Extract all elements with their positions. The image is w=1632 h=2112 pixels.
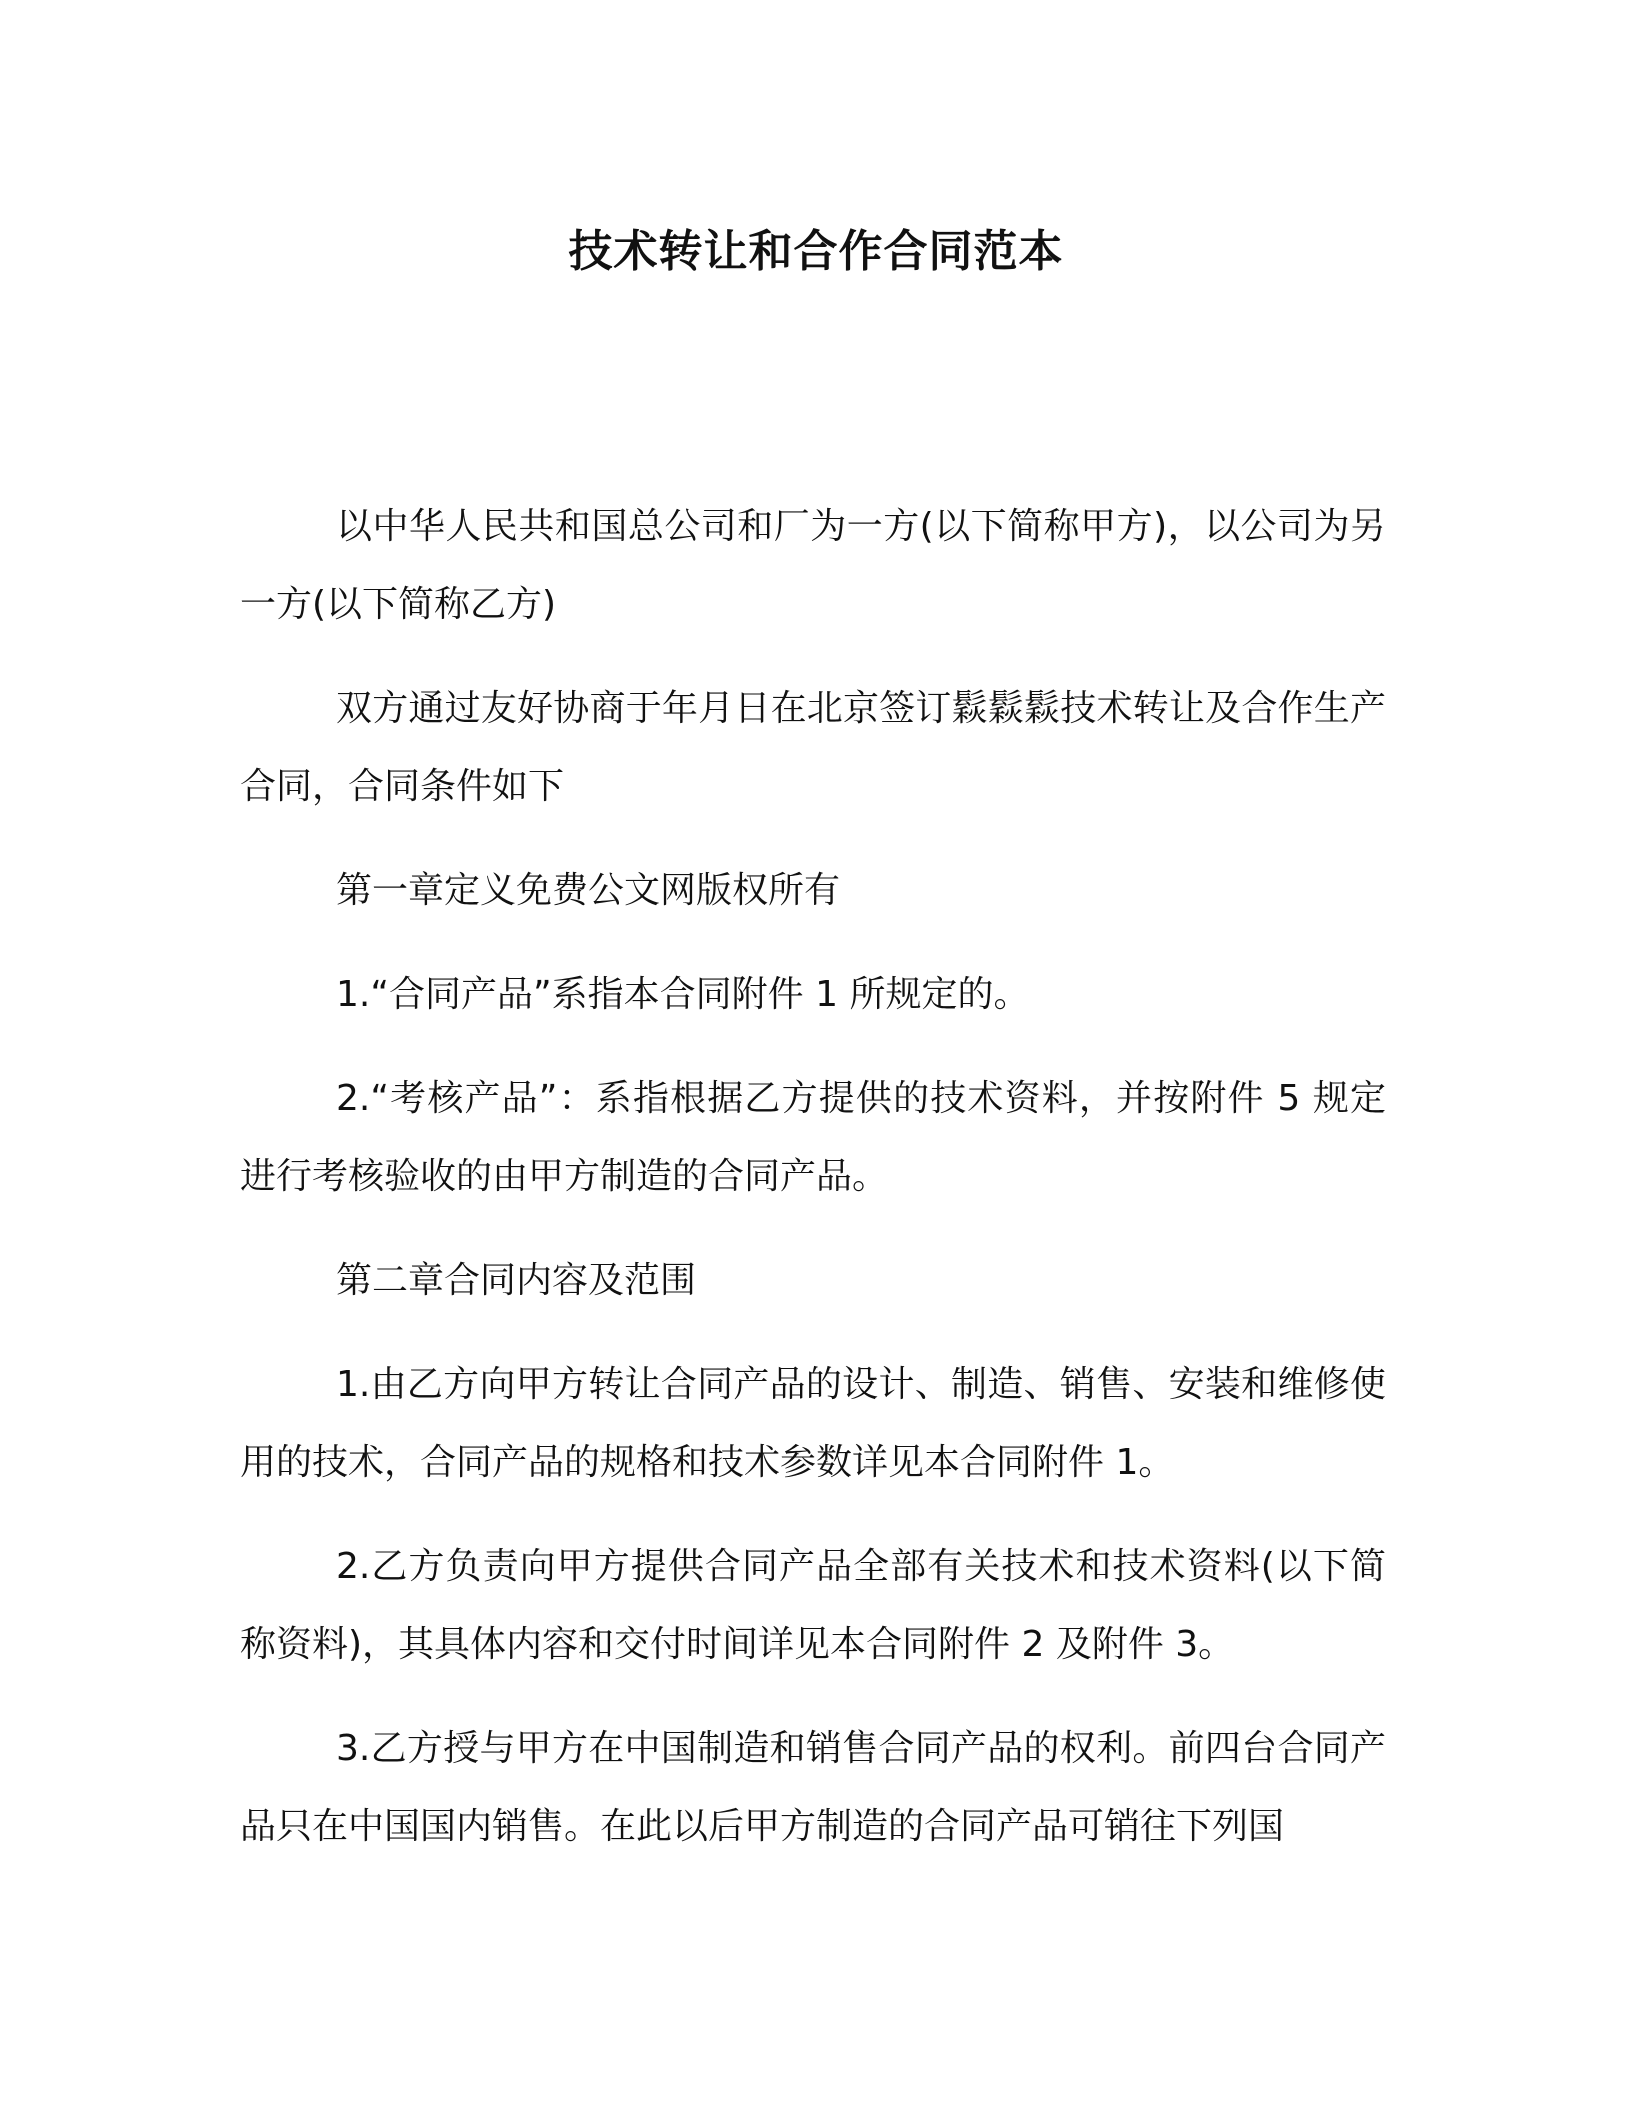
paragraph-parties: 以中华人民共和国总公司和厂为一方(以下简称甲方)，以公司为另一方(以下简称乙方)	[240, 506, 1386, 625]
document-title: 技术转让和合作合同范本	[568, 226, 1064, 277]
scope-item-1: 1.由乙方向甲方转让合同产品的设计、制造、销售、安装和维修使用的技术，合同产品的规格和技术参数详见本合同附件 1。	[240, 1364, 1386, 1483]
definition-item-2: 2.“考核产品”：系指根据乙方提供的技术资料，并按附件 5 规定进行考核验收的由甲方制造的合同产品。	[240, 1078, 1386, 1197]
scope-item-3: 3.乙方授与甲方在中国制造和销售合同产品的权利。前四台合同产品只在中国国内销售。在此以后甲方制造的合同产品可销往下列国	[240, 1728, 1386, 1847]
document-body	[240, 488, 1386, 1892]
definition-item-1: 1.“合同产品”系指本合同附件 1 所规定的。	[336, 974, 1030, 1015]
scope-item-2: 2.乙方负责向甲方提供合同产品全部有关技术和技术资料(以下简称资料)，其具体内容和交付时间详见本合同附件 2 及附件 3。	[240, 1546, 1386, 1665]
paragraph-agreement: 双方通过友好协商于年月日在北京签订鬏鬏鬏技术转让及合作生产合同，合同条件如下	[240, 688, 1386, 807]
chapter-one-heading: 第一章定义免费公文网版权所有	[336, 870, 841, 911]
chapter-two-heading: 第二章合同内容及范围	[336, 1260, 697, 1301]
